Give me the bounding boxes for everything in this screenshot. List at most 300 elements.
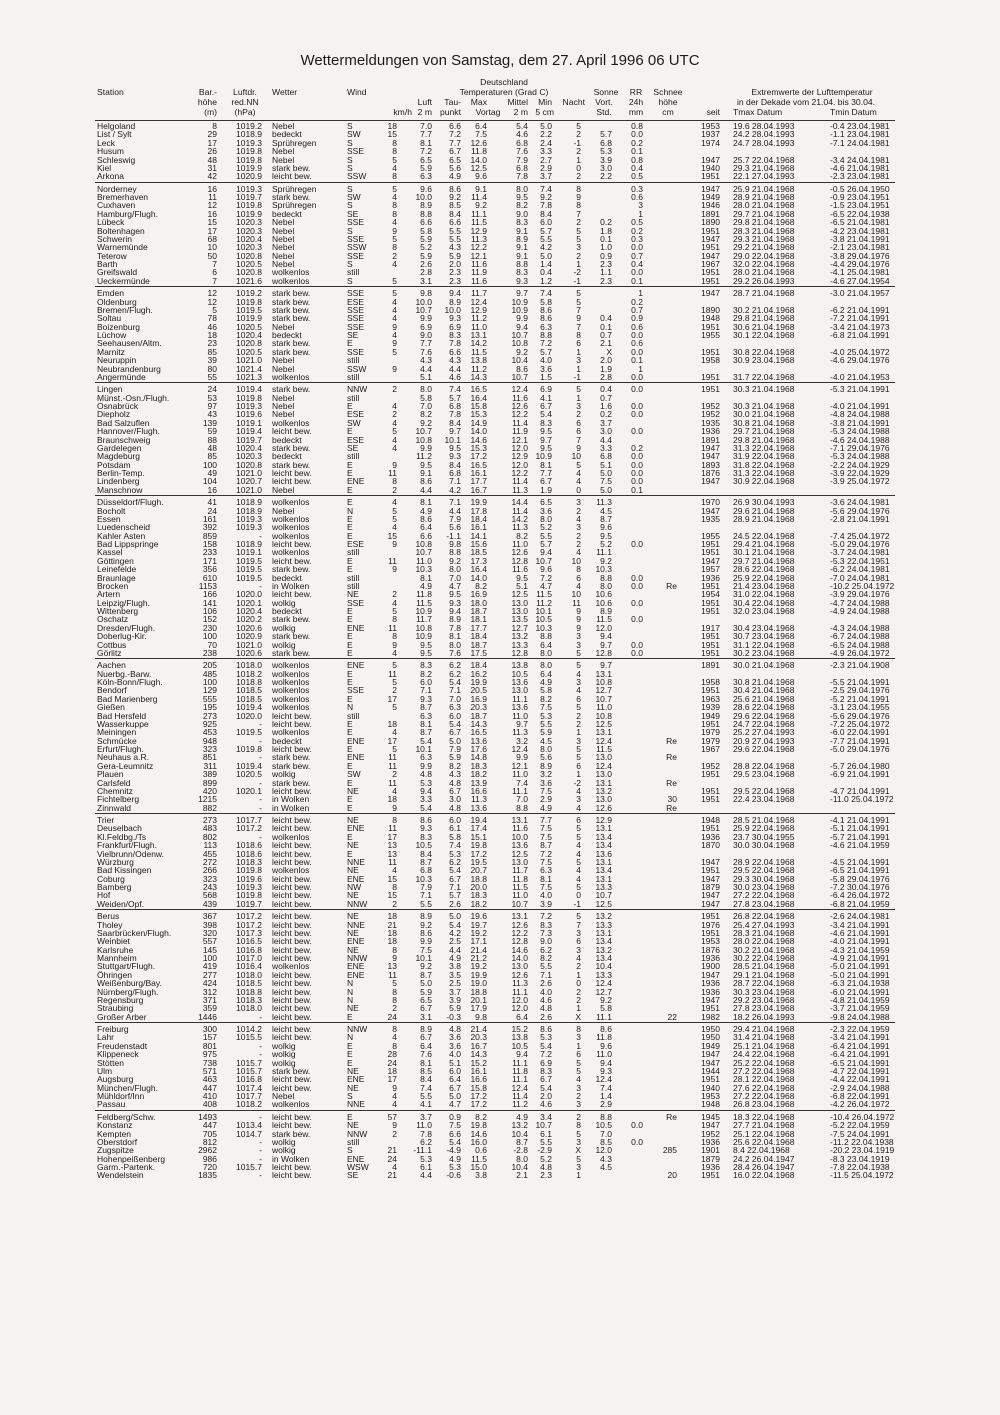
station-height: 100 (202, 677, 217, 687)
max-prev-day: 13.6 (470, 735, 487, 746)
sunshine: 8.6 (600, 1024, 612, 1034)
wind-direction: E (347, 484, 353, 495)
station-name: Chemnitz (97, 785, 133, 796)
sunshine: 5.7 (600, 129, 612, 140)
tmin-date: -5.3 24.04.1988 (830, 451, 890, 462)
precipitation: 1 (638, 208, 643, 219)
dew-point: 6.6 (449, 217, 461, 228)
max-prev-day: 7.5 (475, 129, 487, 140)
max-prev-day: 11.3 (471, 233, 487, 244)
station-name: Boizenburg (97, 321, 141, 332)
max-prev-day: 15.8 (470, 401, 487, 411)
night-min: X (575, 1011, 581, 1022)
wind-speed: 9 (392, 363, 397, 374)
wind-speed: 8 (392, 614, 397, 625)
mean-temp: 10.0 (511, 831, 528, 842)
tmax-date: 29.6 22.04.1968 (733, 744, 795, 754)
record-since: 1951 (701, 911, 720, 922)
mean-temp: 5.1 (516, 580, 528, 591)
precipitation: 0.4 (631, 259, 643, 269)
dew-point: 8.4 (449, 208, 461, 219)
tmin-date: -11.0 25.04.1972 (830, 794, 894, 805)
dew-point: 5.4 (449, 1136, 461, 1147)
station-height: 26 (207, 146, 217, 157)
station-name: Soltau (97, 313, 122, 324)
sunshine: 8.8 (600, 572, 612, 583)
dew-point: 3.6 (449, 1040, 461, 1051)
air-temp: 8.0 (420, 384, 432, 395)
min-5cm: 5.7 (540, 225, 552, 236)
tmin-date: -3.4 24.04.1981 (830, 154, 890, 165)
dew-point: 8.9 (449, 296, 461, 307)
min-5cm: 7.4 (540, 183, 552, 194)
wind-direction: still (347, 580, 360, 591)
sunshine: 2.3 (600, 275, 612, 286)
tmax-date: 30.4 22.04.1968 (733, 597, 795, 608)
wind-direction: S (347, 225, 353, 236)
mean-temp: -2.8 (513, 1145, 528, 1156)
tmax-date: 28.0 22.04.1968 (733, 936, 795, 947)
mean-temp: 12.2 (511, 468, 528, 478)
wind-speed: 4 (392, 296, 397, 307)
group-divider (95, 286, 895, 287)
night-min: 5 (576, 744, 581, 754)
pressure: 1015.5 (236, 1032, 262, 1043)
dew-point: 7.1 (449, 685, 461, 696)
dew-point: 9.2 (449, 192, 461, 202)
min-5cm: 5.4 (540, 1040, 552, 1051)
station-height: 24 (207, 505, 217, 516)
max-prev-day: 12.5 (470, 162, 487, 173)
sunshine: 10.8 (595, 677, 612, 687)
record-since: 1940 (701, 1082, 720, 1093)
night-min: 1 (576, 969, 581, 980)
wind-speed: 11 (388, 823, 397, 834)
weather: wolkenlos (272, 522, 310, 533)
pressure: 1019.3 (236, 401, 262, 411)
group-divider (95, 1110, 895, 1111)
station-height: 80 (207, 363, 217, 374)
dew-point: 6.1 (449, 823, 461, 834)
tmax-date: 29.4 21.04.1968 (733, 539, 795, 549)
pressure: - (259, 777, 262, 788)
station-name: Freudenstadt (97, 1040, 148, 1051)
wind-speed: 2 (392, 250, 397, 261)
wind-direction: ENE (347, 476, 365, 487)
pressure: 1017.7 (236, 1091, 262, 1101)
tmax-date: 29.8 21.04.1968 (733, 313, 795, 324)
weather: wolkenlos (272, 702, 310, 713)
min-5cm: 4.6 (540, 1099, 552, 1110)
sunshine: 13.1 (595, 823, 612, 834)
tmax-date: 29.0 22.04.1968 (733, 250, 795, 261)
tmin-date: -4.2 26.04.1972 (830, 1099, 890, 1110)
tmax-date: 30.4 23.04.1968 (733, 622, 795, 633)
min-5cm: 6.9 (540, 384, 552, 395)
air-temp: 9.3 (420, 823, 432, 834)
weather: leicht bew. (272, 1162, 312, 1172)
precipitation: 0.0 (631, 409, 643, 420)
max-prev-day: 11.9 (471, 267, 487, 278)
precipitation: 0.2 (631, 442, 643, 453)
pressure: 1017.4 (236, 1082, 262, 1093)
pressure: 1020.5 (236, 769, 262, 780)
station-height: 571 (202, 1065, 217, 1076)
station-height: 738 (202, 1057, 217, 1068)
max-prev-day: 3.8 (475, 1170, 487, 1181)
wind-speed: 4 (392, 217, 397, 228)
tmax-date: 30.8 22.04.1968 (733, 346, 795, 357)
dew-point: 6.2 (449, 856, 461, 867)
pressure: 1019.9 (236, 208, 262, 219)
night-min: 2 (576, 986, 581, 997)
min-5cm: 6.9 (540, 1057, 552, 1068)
weather: Nebel (272, 259, 295, 269)
night-min: 5 (576, 752, 581, 763)
night-min: 4 (576, 547, 581, 558)
mean-temp: 9.9 (516, 313, 528, 324)
min-5cm: 3.3 (540, 146, 552, 157)
air-temp: 11.0 (416, 555, 432, 566)
mean-temp: 12.2 (511, 927, 528, 938)
min-5cm: 8.6 (540, 304, 552, 315)
night-min: 1 (576, 1040, 581, 1051)
wind-speed: 8 (392, 1024, 397, 1034)
air-temp: 8.6 (420, 815, 432, 825)
night-min: 2 (576, 539, 581, 549)
min-5cm: 5.0 (540, 250, 552, 261)
mean-temp: 11.3 (512, 727, 528, 738)
header-wind: Wind (347, 87, 367, 97)
sunshine: 13.2 (595, 911, 612, 922)
station-height: 145 (202, 944, 217, 955)
pressure: 1018.2 (236, 1099, 262, 1110)
tmin-date: -5.6 29.04.1976 (830, 505, 890, 516)
station-height: 48 (207, 154, 217, 165)
page-title: Wettermeldungen von Samstag, dem 27. April 1996 06 UTC (300, 52, 700, 69)
mean-temp: 11.3 (512, 522, 528, 533)
min-5cm: 6.7 (540, 476, 552, 487)
min-5cm: 8.1 (540, 873, 552, 884)
night-min: 5 (576, 1065, 581, 1076)
sunshine: 3.3 (600, 442, 612, 453)
tmin-date: -5.0 29.04.1976 (830, 539, 890, 549)
precipitation: 0.1 (631, 355, 643, 366)
precipitation: 0.0 (631, 572, 643, 583)
max-prev-day: 20.7 (470, 865, 487, 876)
station-name: Stuttgart/Flugh. (97, 961, 156, 972)
tmin-date: -7.4 25.04.1972 (830, 530, 890, 541)
station-name: Bamberg (97, 882, 132, 892)
min-5cm: 7.5 (540, 831, 552, 842)
tmax-date: 32.0 23.04.1968 (733, 606, 795, 616)
air-temp: 10.9 (415, 606, 432, 616)
mean-temp: 11.0 (512, 769, 528, 780)
weather: stark bew. (272, 162, 311, 173)
station-height: 410 (202, 1091, 217, 1101)
tmax-date: 26.8 22.04.1968 (733, 911, 795, 922)
wind-speed: 21 (387, 1145, 397, 1156)
precipitation: 0.6 (631, 338, 643, 349)
min-5cm: 7.2 (540, 1049, 552, 1060)
max-prev-day: 14.2 (470, 338, 487, 349)
air-temp: 7.5 (420, 944, 432, 955)
min-5cm: 3.6 (540, 505, 552, 516)
pressure: 1021.0 (236, 468, 262, 478)
tmin-date: -5.3 24.04.1988 (830, 426, 890, 437)
station-height: 171 (202, 555, 217, 566)
sunshine: 12.8 (595, 647, 612, 658)
tmax-date: 29.5 23.04.1968 (733, 769, 795, 780)
air-temp: 8.2 (420, 668, 432, 679)
min-5cm: 1.4 (540, 259, 552, 269)
weather: Nebel (272, 355, 295, 366)
mean-temp: 13.0 (511, 961, 528, 972)
min-5cm: 4.0 (540, 890, 552, 901)
header-previous-day: Vortag (475, 107, 501, 117)
sunshine: 4.3 (600, 1153, 612, 1164)
tmin-date: -3.9 25.04.1972 (830, 476, 890, 487)
station-name: Teterow (97, 250, 127, 261)
dew-point: 9.5 (449, 589, 461, 600)
wind-direction: NE (347, 815, 359, 825)
wind-speed: 4 (392, 497, 397, 508)
weather: leicht bew. (272, 944, 312, 955)
night-min: 3 (576, 631, 581, 642)
weather: leicht bew. (272, 1082, 312, 1093)
wind-speed: 11 (388, 668, 397, 679)
mean-temp: 11.4 (512, 1091, 528, 1101)
min-5cm: 4.2 (540, 242, 552, 253)
record-since: 1890 (701, 304, 720, 315)
night-min: 1 (576, 154, 581, 165)
max-prev-day: 20.0 (470, 882, 487, 892)
dew-point: 5.5 (449, 225, 461, 236)
mean-temp: 9.9 (516, 752, 528, 763)
tmax-date: 25.4 27.04.1993 (733, 919, 795, 930)
station-name: Görlitz (97, 647, 122, 658)
pressure: 1017.2 (236, 823, 262, 834)
dew-point: 4.4 (449, 505, 461, 516)
tmin-date: -4.3 24.04.1988 (830, 622, 890, 633)
header-bar-3: (m) (204, 107, 217, 117)
dew-point: 6.3 (449, 702, 461, 713)
wind-speed: 4 (392, 330, 397, 340)
mean-temp: 10.9 (511, 296, 528, 307)
weather: Nebel (272, 233, 295, 244)
mean-temp: 11.7 (512, 865, 528, 876)
tmax-date: 30.4 21.04.1968 (733, 685, 795, 696)
sunshine: 8.7 (600, 513, 612, 524)
dew-point: 3.9 (449, 994, 461, 1005)
wind-direction: SE (347, 442, 359, 453)
night-min: 2 (576, 409, 581, 420)
max-prev-day: 15.3 (470, 409, 487, 420)
tmax-date: 30.0 30.04.1968 (733, 840, 795, 851)
wind-direction: S (347, 137, 353, 148)
max-prev-day: 19.5 (470, 856, 487, 867)
sunshine: 2.2 (600, 171, 612, 182)
air-temp: 5.9 (420, 986, 432, 997)
wind-direction: NE (347, 1082, 359, 1093)
tmax-date: 25.9 21.04.1968 (733, 183, 795, 194)
dew-point: 9.2 (449, 555, 461, 566)
air-temp: 11.5 (416, 597, 432, 608)
tmax-date: 31.7 22.04.1968 (733, 371, 795, 382)
min-5cm: 8.6 (540, 313, 552, 324)
record-since: 1947 (701, 505, 720, 516)
header-min-1: Min (538, 97, 552, 107)
max-prev-day: 17.4 (470, 823, 487, 834)
wind-direction: N (347, 994, 354, 1005)
air-temp: 8.4 (420, 1074, 432, 1085)
min-5cm: 8.8 (540, 330, 552, 340)
min-5cm: 5.4 (540, 1082, 552, 1093)
wind-speed: 8 (392, 137, 397, 148)
tmax-date: 26.8 23.04.1968 (733, 1099, 795, 1110)
station-height: 720 (202, 1162, 217, 1172)
min-5cm: 8.4 (540, 208, 552, 219)
mean-temp: 10.9 (511, 304, 528, 315)
dew-point: 8.9 (449, 614, 461, 625)
mean-temp: 10.4 (511, 1162, 528, 1172)
night-min: 5 (576, 702, 581, 713)
wind-direction: SW (347, 192, 361, 202)
weather: in Wolken (272, 802, 310, 813)
tmin-date: -5.2 22.04.1959 (830, 1120, 890, 1131)
tmin-date: -7.2 25.04.1972 (830, 718, 890, 729)
min-5cm: 1.9 (540, 484, 552, 495)
mean-temp: 10.7 (511, 330, 528, 340)
pressure: - (259, 802, 262, 813)
station-height: 11 (208, 192, 217, 202)
sunshine: 13.1 (595, 856, 612, 867)
min-5cm: 9.5 (540, 442, 552, 453)
weather: stark bew. (272, 459, 311, 470)
mean-temp: 9.4 (516, 1049, 528, 1060)
station-height: 8 (212, 121, 217, 131)
sunshine: 10.3 (595, 564, 612, 575)
station-name: Weinbiet (97, 936, 130, 947)
night-min: 2 (576, 250, 581, 261)
dew-point: 8.0 (449, 564, 461, 575)
max-prev-day: 11.5 (471, 346, 487, 357)
station-height: 166 (202, 589, 217, 600)
max-prev-day: 14.8 (470, 752, 487, 763)
dew-point: -1.1 (446, 530, 461, 541)
tmin-date: -7.1 29.04.1976 (830, 442, 890, 453)
tmax-date: 30.1 21.04.1968 (733, 547, 795, 558)
min-5cm: 4.7 (540, 580, 552, 591)
wind-direction: S (347, 162, 353, 173)
pressure: 1017.2 (236, 911, 262, 922)
pressure: 1018.0 (236, 660, 262, 671)
max-prev-day: 17.3 (470, 555, 487, 566)
record-since: 1967 (701, 744, 720, 754)
pressure: 1021.0 (236, 355, 262, 366)
weather: leicht bew. (272, 589, 312, 600)
header-station: Station (97, 87, 124, 97)
mean-temp: 6.4 (516, 1011, 528, 1022)
max-prev-day: 20.5 (470, 685, 487, 696)
night-min: 4 (576, 953, 581, 963)
sunshine: 3.7 (600, 417, 612, 428)
tmax-date: 28.9 21.04.1968 (733, 192, 795, 202)
dew-point: 9.7 (449, 426, 461, 437)
pressure: - (259, 1011, 262, 1022)
tmin-date: -4.7 21.04.1991 (830, 785, 890, 796)
night-min: 3 (576, 401, 581, 411)
wind-direction: still (347, 451, 360, 462)
sunshine: 5.0 (600, 468, 612, 478)
dew-point: 6.5 (449, 154, 461, 165)
station-name: Boltenhagen (97, 225, 145, 236)
sunshine: 6.8 (600, 451, 612, 462)
station-height: 141 (202, 597, 217, 608)
tmax-date: 24.7 28.04.1993 (733, 137, 795, 148)
weather: bedeckt (272, 735, 302, 746)
min-5cm: 2.9 (540, 794, 552, 805)
air-temp: -11.1 (413, 1145, 432, 1156)
pressure: 1020.8 (236, 459, 262, 470)
header-pressure-2: red.NN (231, 97, 259, 107)
mean-temp: 10.7 (511, 371, 528, 382)
table-row (0, 607, 1000, 615)
wind-speed: 2 (392, 409, 397, 420)
mean-temp: 9.1 (516, 250, 528, 261)
record-since: 1947 (701, 233, 720, 244)
wind-direction: SSW (347, 242, 367, 253)
wind-direction: SSE (347, 288, 365, 299)
pressure: 1020.4 (236, 233, 262, 244)
mean-temp: 8.0 (516, 183, 528, 194)
pressure: 1020.8 (236, 338, 262, 349)
record-since: 1937 (701, 129, 720, 140)
sunshine: 13.0 (595, 752, 612, 763)
sunshine: 2.9 (600, 1099, 612, 1110)
tmin-date: -4.6 29.04.1976 (830, 355, 890, 366)
precipitation: 0.0 (631, 597, 643, 608)
tmin-date: -5.5 21.04.1991 (830, 677, 890, 687)
record-since: 1951 (701, 606, 720, 616)
wind-direction: ENE (347, 873, 365, 884)
max-prev-day: 9.2 (475, 200, 487, 211)
sunshine: 8.0 (600, 580, 612, 591)
wind-speed: 24 (387, 1011, 397, 1022)
station-name: Braunlage (97, 572, 136, 583)
station-name: Hannover/Flugh. (97, 426, 160, 437)
max-prev-day: 18.8 (470, 873, 487, 884)
night-min: 1 (576, 259, 581, 269)
station-height: 1835 (198, 1170, 217, 1181)
min-5cm: 10.9 (535, 451, 552, 462)
header-snow-1: Schnee (653, 87, 683, 97)
dew-point: 7.9 (449, 513, 461, 524)
night-min: 3 (576, 677, 581, 687)
station-height: 39 (207, 355, 217, 366)
dew-point: 2.6 (449, 898, 461, 909)
tmax-date: 29.6 22.04.1968 (733, 710, 795, 721)
station-height: 53 (207, 392, 217, 403)
min-5cm: 5.7 (540, 346, 552, 357)
dew-point: 5.9 (449, 250, 461, 261)
tmin-date: -2.3 21.04.1908 (830, 660, 890, 671)
precipitation: 0.0 (631, 1136, 643, 1147)
station-name: Luedenscheid (97, 522, 150, 533)
night-min: 5 (576, 831, 581, 842)
tmax-date: 8.4 22.04.1968 (733, 1145, 790, 1156)
station-name: Angermünde (97, 371, 146, 382)
